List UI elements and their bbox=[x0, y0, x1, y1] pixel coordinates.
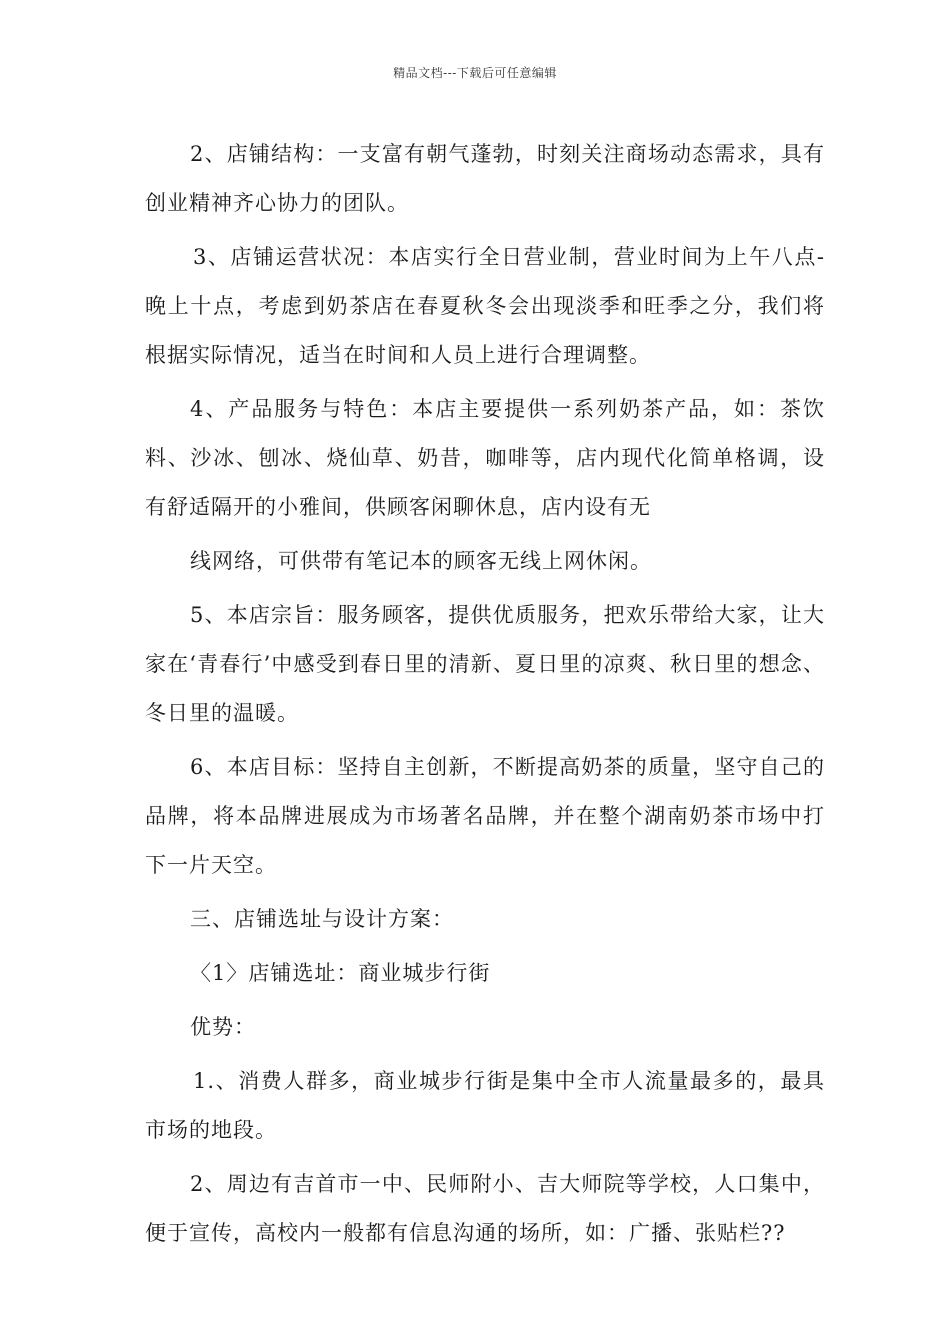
subheading-store-location: 〈1〉店铺选址：商业城步行街 bbox=[190, 961, 491, 985]
paragraph-store-goal: 6、本店目标：坚持自主创新，不断提高奶茶的质量，坚守自己的品牌，将本品牌进展成为市场著名品牌，并在整个湖南奶茶市场中打下一片天空。 bbox=[145, 755, 825, 877]
page-header: 精品文档---下载后可任意编辑 bbox=[393, 66, 557, 80]
label-advantages: 优势： bbox=[190, 1015, 256, 1039]
paragraph-wireless-network: 线网络，可供带有笔记本的顾客无线上网休闲。 bbox=[190, 549, 652, 573]
document-body bbox=[145, 130, 825, 1263]
advantage-item-1: 1.、消费人群多，商业城步行街是集中全市人流量最多的，最具市场的地段。 bbox=[145, 1069, 825, 1142]
paragraph-products-services: 4、产品服务与特色：本店主要提供一系列奶茶产品，如：茶饮料、沙冰、刨冰、烧仙草、奶昔，咖啡等，店内现代化简单格调，设有舒适隔开的小雅间，供顾客闲聊休息，店内设有无 bbox=[145, 397, 825, 519]
advantage-item-2: 2、周边有吉首市一中、民师附小、吉大师院等学校，人口集中，便于宣传，高校内一般都有信息沟通的场所，如：广播、张贴栏?? bbox=[145, 1172, 825, 1245]
paragraph-store-operation: 3、店铺运营状况：本店实行全日营业制，营业时间为上午八点-晚上十点，考虑到奶茶店在春夏秋冬会出现淡季和旺季之分，我们将根据实际情况，适当在时间和人员上进行合理调整。 bbox=[145, 245, 825, 367]
paragraph-store-tenet: 5、本店宗旨：服务顾客，提供优质服务，把欢乐带给大家，让大家在‘青春行’中感受到春日里的清新、夏日里的凉爽、秋日里的想念、冬日里的温暖。 bbox=[145, 603, 825, 725]
section-heading-location-design: 三、店铺选址与设计方案： bbox=[190, 907, 454, 931]
paragraph-store-structure: 2、店铺结构：一支富有朝气蓬勃，时刻关注商场动态需求，具有创业精神齐心协力的团队。 bbox=[145, 142, 825, 215]
